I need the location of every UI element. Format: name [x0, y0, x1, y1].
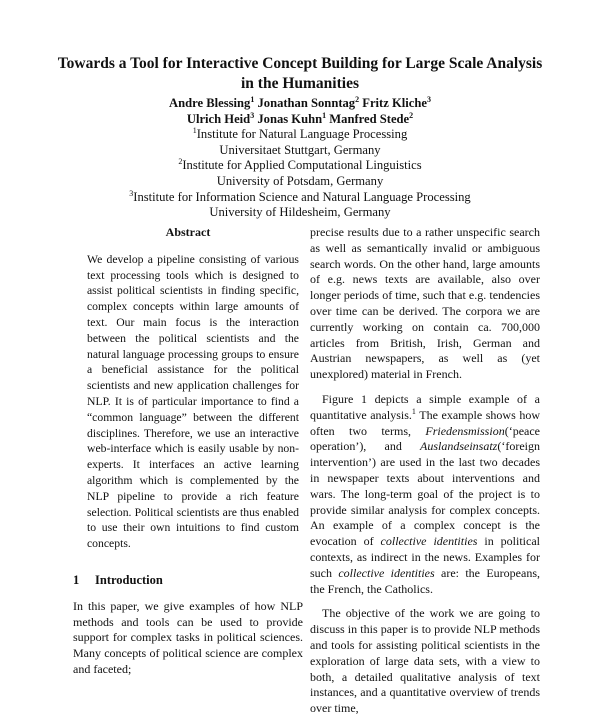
term-collective-identities: collective identities [338, 565, 435, 580]
paragraph-text: in political contexts, as indirect in the news. Examples for such [310, 534, 540, 580]
author-name: Manfred Stede [329, 111, 410, 126]
affiliation-institute: Institute for Natural Language Processing [196, 127, 408, 142]
right-column [310, 225, 540, 717]
body-paragraph-3: The objective of the work we are going to discuss in this paper is to provide NLP methods and tools for assisting political scientists in the exploration of large data sets, with a view to both, a detailed qualitative analysis of text instances, and a quantitative overview of trends over time, [310, 606, 540, 716]
author-line-1 [50, 96, 550, 112]
author-name: Fritz Kliche [362, 96, 427, 110]
author-affiliation-mark: 2 [355, 94, 360, 104]
section-heading-introduction [73, 573, 303, 589]
term-friedensmission: Friedensmission [425, 423, 505, 438]
author-affiliation-mark: 1 [250, 94, 255, 104]
section-number: 1 [73, 572, 80, 587]
paragraph-text: Figure 1 depicts a simple example of a quantitative analysis. [310, 391, 540, 422]
author-affiliation-mark: 3 [250, 110, 255, 120]
abstract-heading: Abstract [165, 225, 211, 239]
author-affiliation-mark: 1 [322, 110, 327, 120]
footnote-mark: 1 [411, 406, 416, 416]
author-block [50, 96, 550, 221]
body-paragraph-2 [310, 392, 540, 597]
affiliation-2 [50, 158, 550, 174]
section-title: Introduction [95, 572, 163, 587]
affiliation-university: Universitaet Stuttgart, Germany [219, 142, 381, 157]
paper-title-line-2: in the Humanities [241, 75, 359, 92]
affiliation-university: University of Hildesheim, Germany [209, 205, 391, 220]
term-auslandseinsatz: Auslandseinsatz [420, 439, 498, 454]
author-name: Andre Blessing [169, 96, 251, 110]
paragraph-text: (‘peace operation’), and [310, 423, 540, 454]
affiliation-1 [50, 127, 550, 143]
author-affiliation-mark: 2 [409, 110, 414, 120]
affiliation-university: University of Potsdam, Germany [216, 173, 384, 188]
affiliation-institute: Institute for Information Science and Natural Language Processing [133, 189, 471, 204]
abstract-text: We develop a pipeline consisting of various text processing tools which is designed to assist political scientists in finding specific, complex concepts within large amounts of text. Our main focus is the interaction between the political scientists and the natural language processing groups to ensure a beneficial assistance for the political scientists and new application challenges for NLP. It is of particular importance to find a “common language” between the different disciplines. Therefore, we use an interactive web-interface which is easily usable by non-experts. It interfaces an active learning algorithm which is complemented by the NLP pipeline to provide a rich feature selection. Political scientists are thus enabled to use their own intuitions to find custom concepts. [87, 252, 299, 551]
paragraph-text: are: the Europeans, the French, the Catholics. [310, 565, 540, 596]
introduction-paragraph: In this paper, we give examples of how NLP methods and tools can be used to provide support for complex tasks in political sciences. Many concepts of political science are complex and faceted; [73, 598, 303, 676]
affiliation-mark: 1 [192, 126, 197, 135]
affiliation-institute: Institute for Applied Computational Linguistics [182, 158, 422, 173]
left-column [73, 225, 303, 678]
author-affiliation-mark: 3 [426, 94, 431, 104]
affiliation-3 [50, 190, 550, 206]
author-name: Jonathan Sonntag [257, 96, 356, 110]
author-name: Jonas Kuhn [257, 111, 323, 126]
author-name: Ulrich Heid [186, 111, 251, 126]
body-paragraph-1: precise results due to a rather unspecific search as well as semantically invalid or ambiguous search words. On the other hand, large amounts of e.g. news texts are available, also over longer periods of time, such that e.g. tendencies over time can be derived. The corpora we are currently working on contain ca. 700,000 articles from British, Irish, German and Austrian newspapers, as well as (yet unexplored) material in French. [310, 225, 540, 382]
affiliation-mark: 3 [129, 188, 134, 198]
term-collective-identities: collective identities [380, 534, 478, 549]
paragraph-text: The example shows how often two terms, [310, 407, 541, 438]
author-line-2 [50, 112, 550, 128]
paper-title-line-1: Towards a Tool for Interactive Concept Building for Large Scale Analysis [57, 55, 543, 72]
paragraph-text: (‘foreign intervention’) are used in the last two decades in newspaper texts about interventions and wars. The long-term goal of the project is to provide similar analysis for complex concepts. An example of a complex concept is the evocation of [310, 439, 540, 549]
affiliation-mark: 2 [178, 157, 183, 167]
paper-title [50, 54, 550, 94]
